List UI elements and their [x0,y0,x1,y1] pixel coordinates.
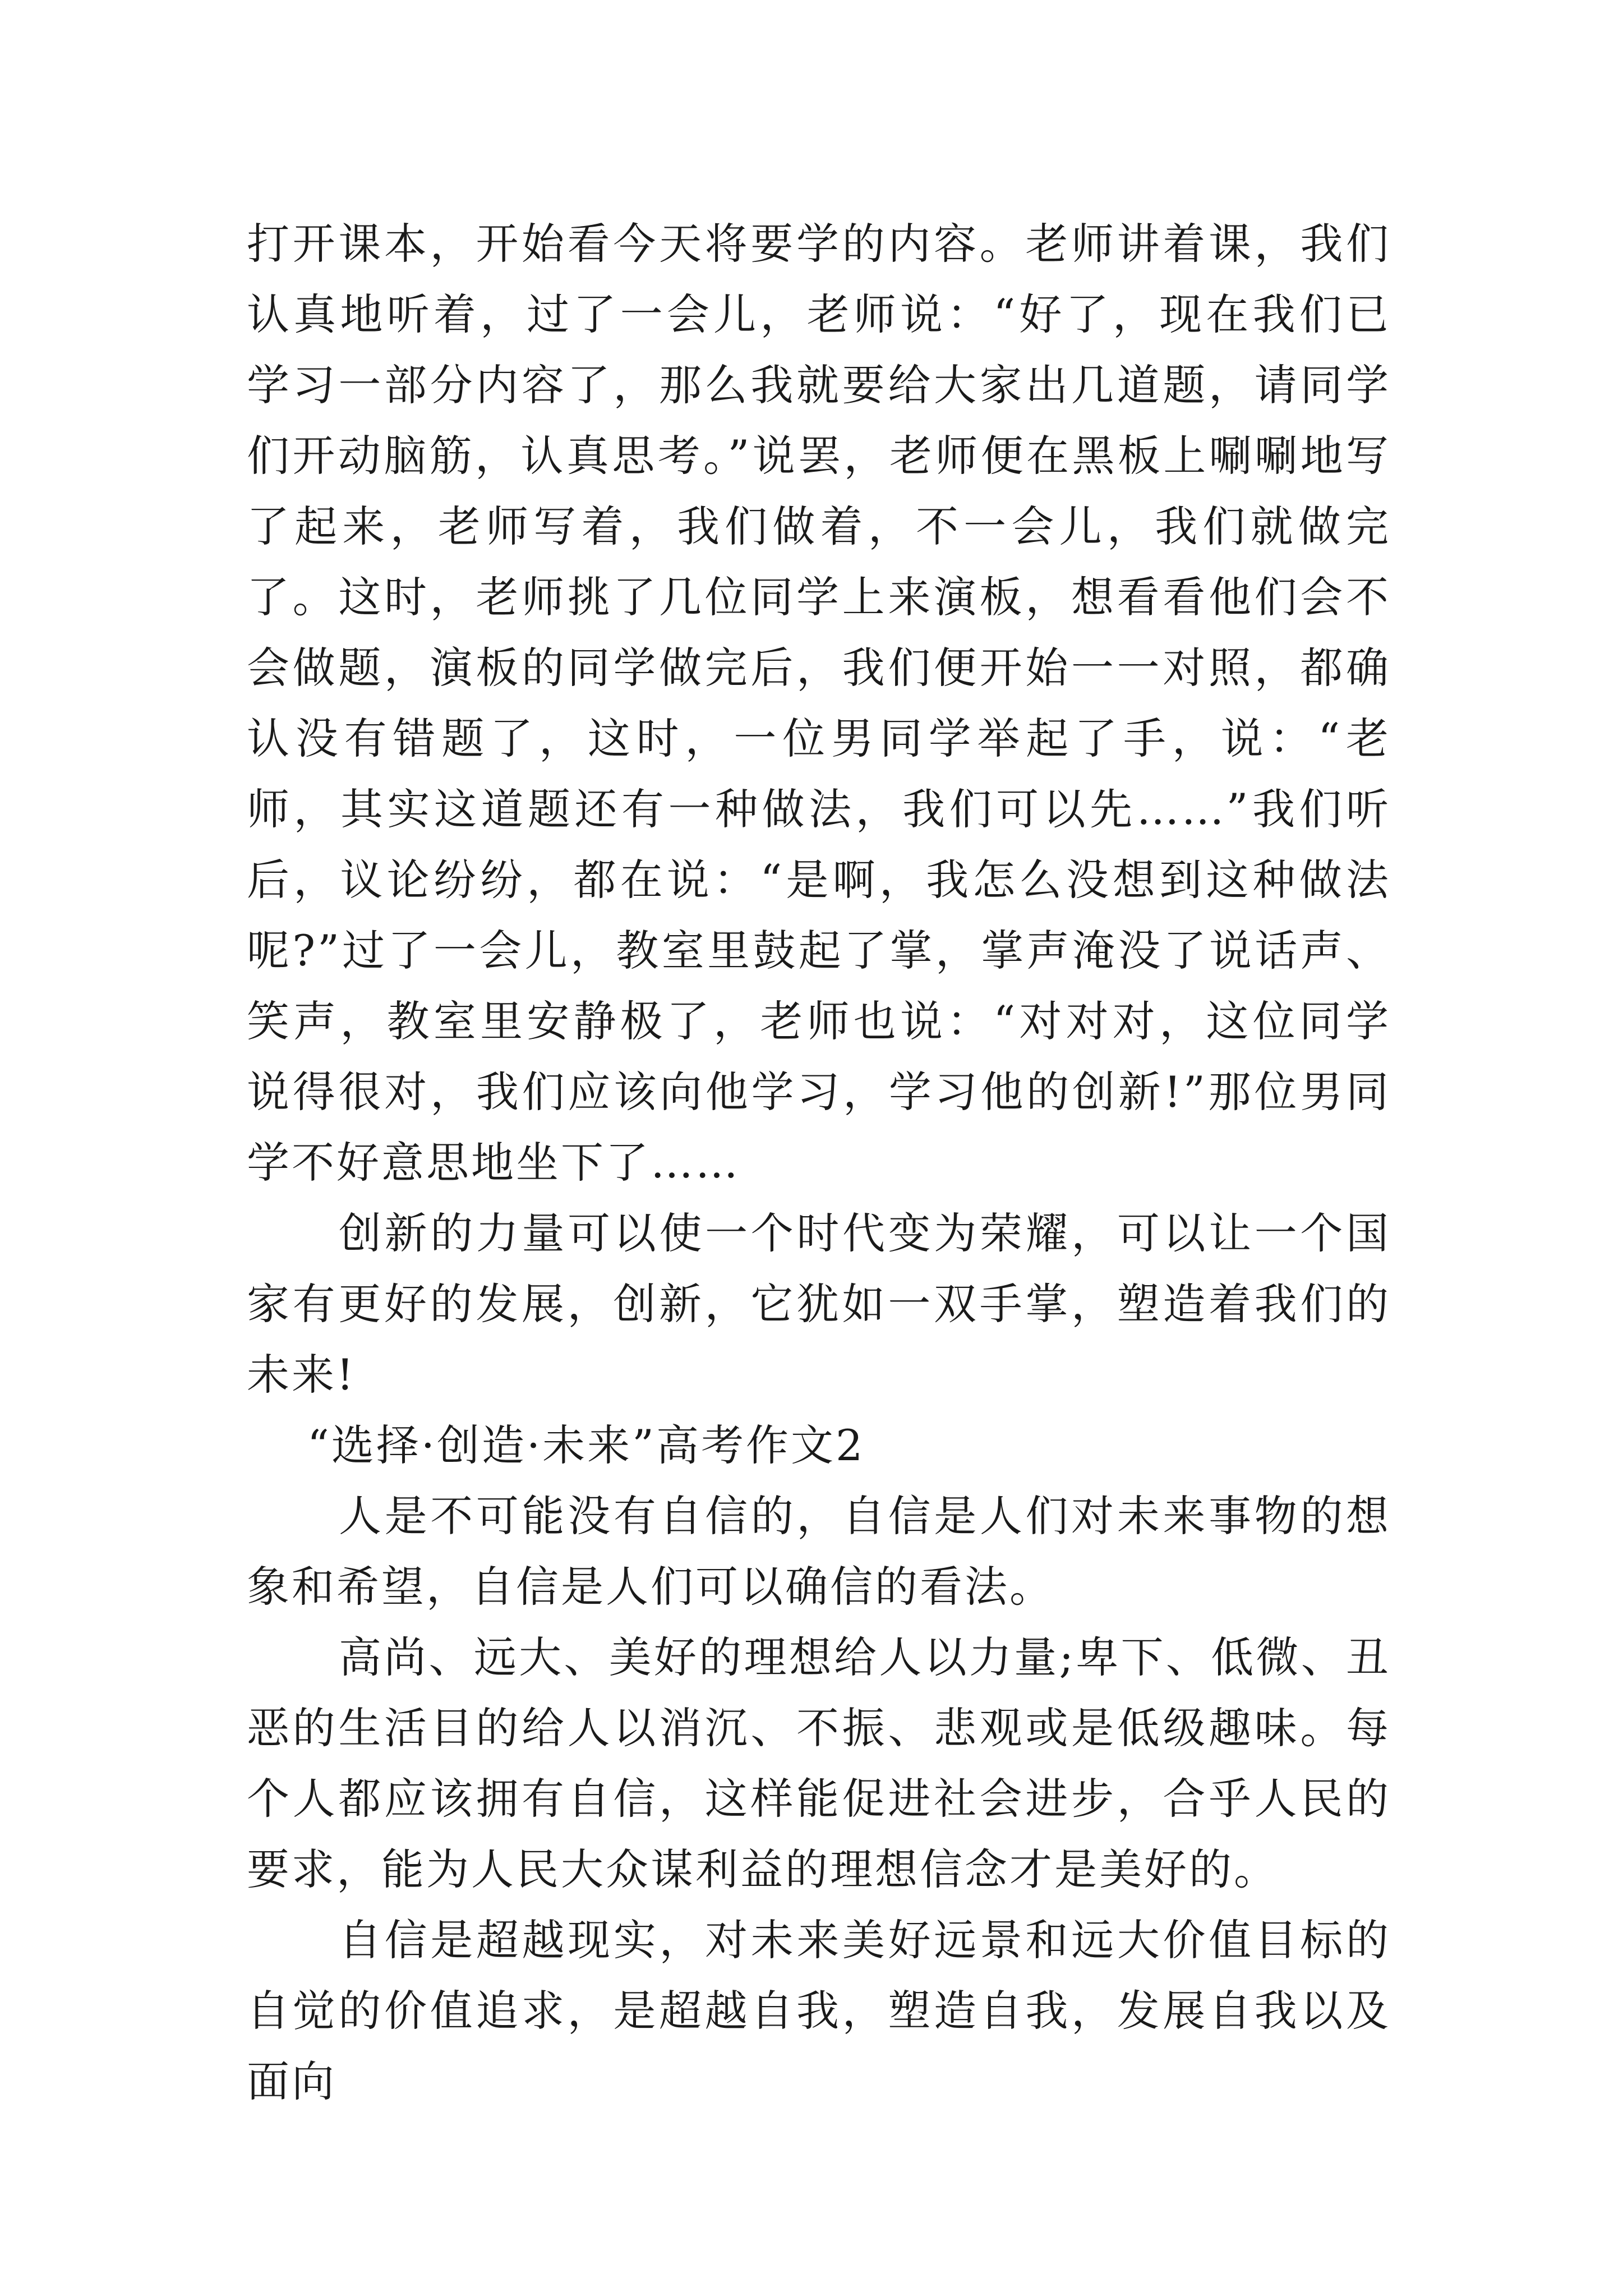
paragraph-confidence-intro: 人是不可能没有自信的，自信是人们对未来事物的想象和希望，自信是人们可以确信的看法。 [247,1491,1391,1612]
paragraph-innovation-conclusion: 创新的力量可以使一个时代变为荣耀，可以让一个国家有更好的发展，创新，它犹如一双手掌，塑造着我们的未来! [247,1208,1391,1400]
paragraph-ideals: 高尚、远大、美好的理想给人以力量;卑下、低微、丑恶的生活目的给人以消沉、不振、悲观或是低级趣味。每个人都应该拥有自信，这样能促进社会进步，合乎人民的要求，能为人民大众谋利益的理想信念才是美好的。 [247,1632,1391,1894]
paragraph-confidence-transcend: 自信是超越现实，对未来美好远景和远大价值目标的自觉的价值追求，是超越自我，塑造自我，发展自我以及面向 [247,1915,1391,2106]
paragraph-classroom-story: 打开课本，开始看今天将要学的内容。老师讲着课，我们认真地听着，过了一会儿，老师说：“好了，现在我们已学习一部分内容了，那么我就要给大家出几道题，请同学们开动脑筋，认真思考。”说罢，老师便在黑板上唰唰地写了起来，老师写着，我们做着，不一会儿，我们就做完了。这时，老师挑了几位同学上来演板，想看看他们会不会做题，演板的同学做完后，我们便开始一一对照，都确认没有错题了，这时，一位男同学举起了手，说：“老师，其实这道题还有一种做法，我们可以先……”我们听后，议论纷纷，都在说：“是啊，我怎么没想到这种做法呢?”过了一会儿，教室里鼓起了掌，掌声淹没了说话声、笑声，教室里安静极了，老师也说：“对对对，这位同学说得很对，我们应该向他学习，学习他的创新!”那位男同学不好意思地坐下了…… [247,219,1391,1188]
document-page [247,209,1391,2117]
section-title: “选择·创造·未来”高考作文2 [307,1420,865,1470]
